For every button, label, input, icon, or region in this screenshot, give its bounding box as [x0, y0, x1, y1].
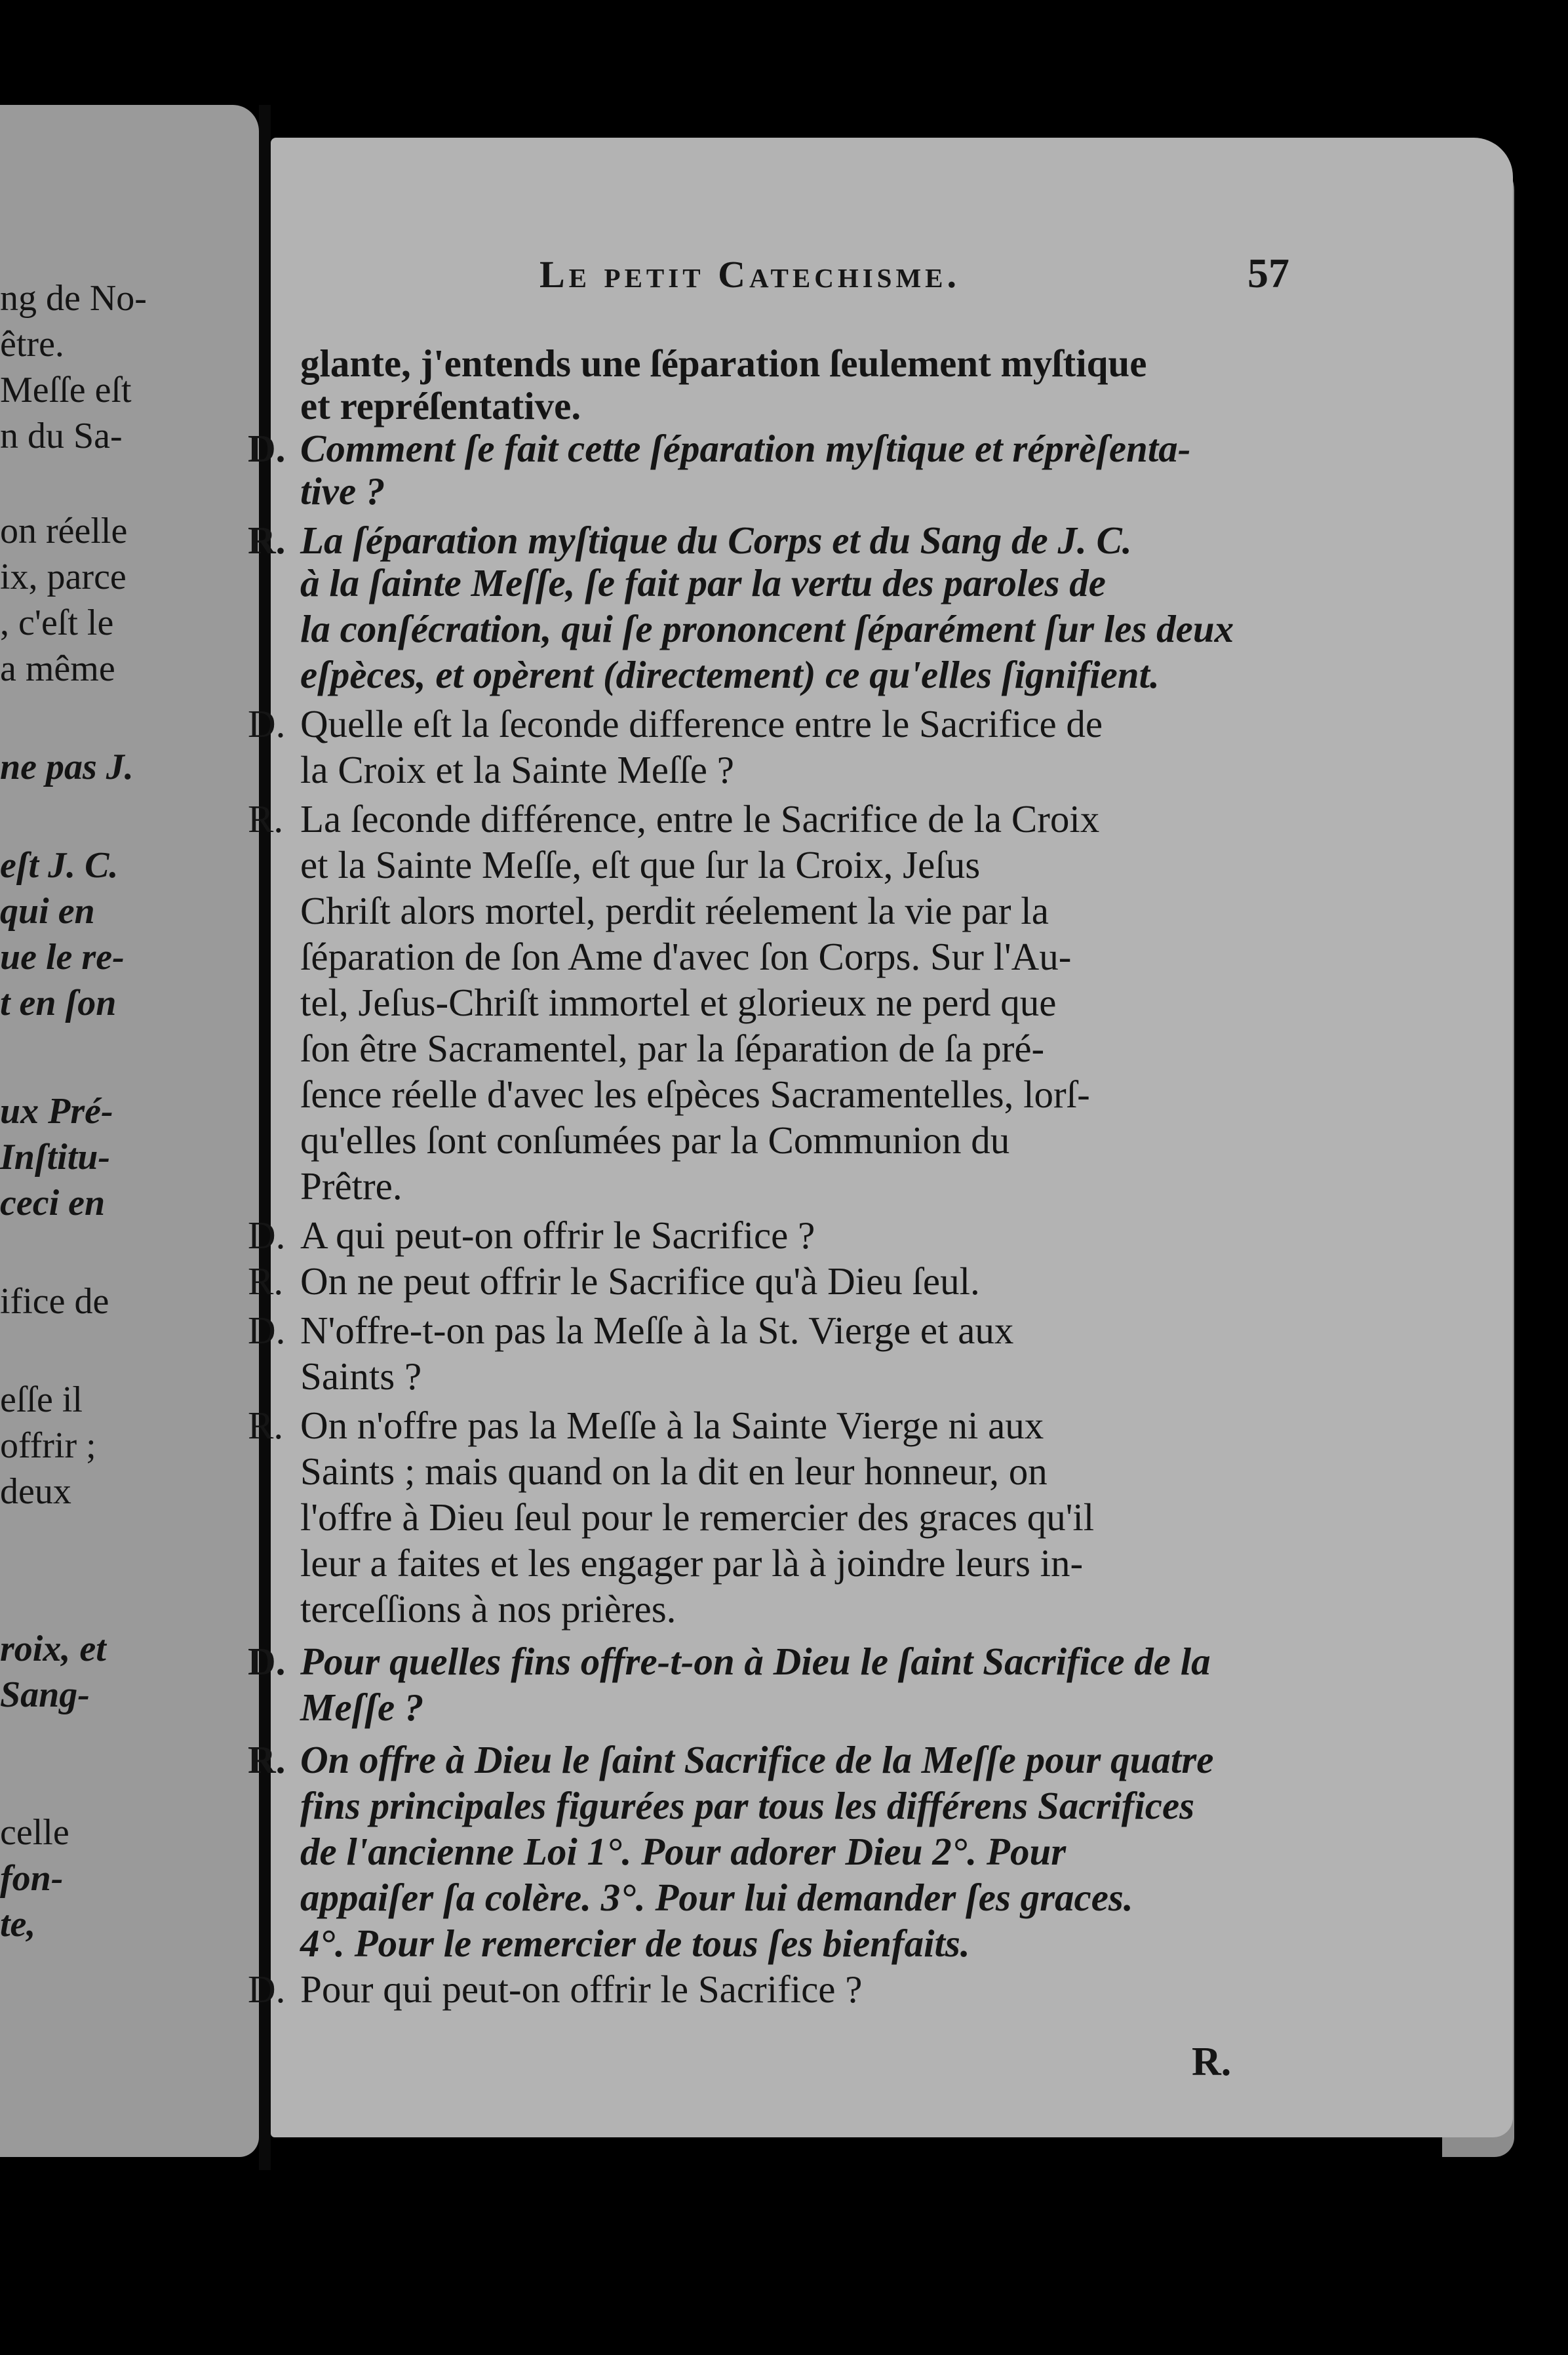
left-page-fragment: Sang- — [0, 1674, 90, 1715]
text-line — [248, 1164, 402, 1208]
left-page-fragment: offrir ; — [0, 1425, 96, 1466]
text-line — [248, 1541, 1083, 1585]
left-page-fragment: ceci en — [0, 1183, 106, 1223]
text-line — [248, 1967, 862, 2011]
left-page-fragment: qui en — [0, 891, 95, 932]
line-text: On n'offre pas la Meſſe à la Sainte Vierge ni aux — [300, 1404, 1044, 1447]
left-page-fragment: deux — [0, 1471, 71, 1512]
page-number: 57 — [1247, 250, 1289, 296]
question-answer-marker: R. — [248, 1738, 286, 1781]
text-line — [248, 1026, 1044, 1071]
text-line — [248, 980, 1057, 1025]
left-page-fragment: ifice de — [0, 1281, 109, 1322]
left-page-fragment: eſt J. C. — [0, 845, 119, 886]
left-page-fragment: , c'eſt le — [0, 603, 114, 643]
right-page — [248, 138, 1513, 2137]
line-text: ſéparation de ſon Ame d'avec ſon Corps. Sur l'Au- — [300, 935, 1072, 978]
question-answer-marker: D. — [248, 1640, 286, 1683]
line-text: appaiſer ſa colère. 3°. Pour lui demander ſes graces. — [300, 1876, 1133, 1919]
text-line — [248, 702, 1103, 746]
line-text: tive ? — [300, 469, 385, 513]
left-page-fragment: celle — [0, 1812, 69, 1853]
question-answer-marker: D. — [248, 1968, 286, 2011]
line-text: la Croix et la Sainte Meſſe ? — [300, 748, 734, 791]
left-page-fragment: ix, parce — [0, 557, 127, 597]
line-text: La ſeconde différence, entre le Sacrifice de la Croix — [300, 797, 1100, 841]
line-text: tel, Jeſus-Chriſt immortel et glorieux ne perd que — [300, 981, 1057, 1024]
line-text: et repréſentative. — [300, 384, 581, 427]
text-line — [248, 1685, 423, 1730]
text-line — [248, 341, 1147, 386]
text-line — [248, 518, 1132, 563]
left-page-fragment: fon- — [0, 1858, 64, 1899]
line-text: terceſſions à nos prières. — [300, 1587, 676, 1631]
left-page-fragment: n du Sa- — [0, 416, 123, 456]
line-text: Pour qui peut-on offrir le Sacrifice ? — [300, 1968, 863, 2011]
text-line — [248, 1449, 1048, 1494]
left-page-fragment: t en ſon — [0, 983, 117, 1023]
text-line — [248, 1587, 676, 1631]
left-page-fragment: a même — [0, 648, 115, 689]
text-line — [248, 1072, 1090, 1117]
left-page-fragment: ne pas J. — [0, 747, 134, 787]
line-text: la conſécration, qui ſe prononcent ſéparément ſur les deux — [300, 607, 1234, 650]
question-answer-marker: D. — [248, 1214, 286, 1257]
line-text: glante, j'entends une ſéparation ſeulement myſtique — [300, 342, 1147, 385]
line-text: fins principales figurées par tous les différens Sacrifices — [300, 1784, 1195, 1827]
line-text: N'offre-t-on pas la Meſſe à la St. Vierge et aux — [300, 1309, 1014, 1352]
text-line — [248, 426, 1190, 471]
line-text: qu'elles ſont conſumées par la Communion du — [300, 1118, 1010, 1162]
line-text: ſon être Sacramentel, par la ſéparation de ſa pré- — [300, 1027, 1045, 1070]
text-line — [248, 1829, 1066, 1874]
question-answer-marker: R. — [248, 797, 284, 841]
text-line — [248, 1783, 1194, 1828]
left-page-fragment: Inſtitu- — [0, 1137, 111, 1178]
left-page-fragment: être. — [0, 324, 64, 365]
line-text: de l'ancienne Loi 1°. Pour adorer Dieu 2°. Pour — [300, 1830, 1067, 1873]
line-text: ſence réelle d'avec les eſpèces Sacramentelles, lorſ- — [300, 1073, 1090, 1116]
left-page-fragment: roix, et — [0, 1629, 106, 1669]
text-line — [248, 652, 1160, 697]
left-page-fragment: ux Pré- — [0, 1091, 113, 1132]
text-line — [248, 561, 1106, 605]
question-answer-marker: R. — [248, 1404, 284, 1447]
text-line — [248, 1639, 1211, 1684]
line-text: Quelle eſt la ſeconde difference entre le Sacrifice de — [300, 702, 1103, 745]
text-line — [248, 842, 980, 887]
text-line — [248, 888, 1049, 933]
left-page-fragment: eſſe il — [0, 1379, 83, 1420]
text-line — [248, 1354, 421, 1398]
question-answer-marker: R. — [248, 519, 286, 562]
text-line — [248, 1308, 1013, 1353]
line-text: et la Sainte Meſſe, eſt que ſur la Croix, Jeſus — [300, 843, 981, 886]
left-page-fragment: on réelle — [0, 511, 128, 551]
text-line — [248, 747, 734, 792]
text-line — [248, 1213, 815, 1257]
line-text: Meſſe ? — [300, 1686, 424, 1729]
line-text: Chriſt alors mortel, perdit réelement la vie par la — [300, 889, 1049, 932]
line-text: On ne peut offrir le Sacrifice qu'à Dieu ſeul. — [300, 1259, 980, 1303]
line-text: Prêtre. — [300, 1164, 402, 1208]
left-page-fragment: ng de No- — [0, 278, 147, 319]
line-text: Saints ? — [300, 1355, 422, 1398]
left-page — [0, 105, 259, 2157]
question-answer-marker: D. — [248, 427, 286, 470]
running-head: Le petit Catechisme. — [539, 253, 961, 296]
text-line — [248, 1495, 1094, 1539]
text-line — [248, 384, 581, 428]
question-answer-marker: R. — [248, 1259, 284, 1303]
line-text: On offre à Dieu le ſaint Sacrifice de la Meſſe pour quatre — [300, 1738, 1214, 1781]
line-text: leur a faites et les engager par là à joindre leurs in- — [300, 1541, 1084, 1585]
text-line — [248, 1259, 980, 1303]
left-page-fragment: Meſſe eſt — [0, 370, 132, 410]
line-text: Pour quelles fins offre-t-on à Dieu le ſaint Sacrifice de la — [300, 1640, 1211, 1683]
question-answer-marker: D. — [248, 1309, 286, 1352]
question-answer-marker: D. — [248, 702, 286, 745]
text-line — [248, 934, 1071, 979]
text-line — [248, 1875, 1133, 1920]
line-text: eſpèces, et opèrent (directement) ce qu'elles ſignifient. — [300, 653, 1160, 696]
text-line — [248, 1118, 1009, 1162]
line-text: Saints ; mais quand on la dit en leur honneur, on — [300, 1450, 1048, 1493]
text-line — [248, 1921, 970, 1966]
line-text: à la ſainte Meſſe, ſe fait par la vertu des paroles de — [300, 561, 1106, 604]
line-text: La ſéparation myſtique du Corps et du Sang de J. C. — [300, 519, 1132, 562]
text-line — [248, 1403, 1044, 1448]
line-text: l'offre à Dieu ſeul pour le remercier des graces qu'il — [300, 1495, 1095, 1539]
left-page-fragment: ue le re- — [0, 937, 125, 978]
line-text: Comment ſe fait cette ſéparation myſtique et réprèſenta- — [300, 427, 1191, 470]
text-line — [248, 1737, 1213, 1782]
text-line — [248, 469, 385, 513]
text-line — [248, 606, 1234, 651]
line-text: 4°. Pour le remercier de tous ſes bienfaits. — [300, 1922, 970, 1965]
line-text: A qui peut-on offrir le Sacrifice ? — [300, 1214, 815, 1257]
catchword: R. — [1192, 2040, 1232, 2084]
text-line — [248, 797, 1099, 841]
left-page-fragment: te, — [0, 1904, 36, 1945]
